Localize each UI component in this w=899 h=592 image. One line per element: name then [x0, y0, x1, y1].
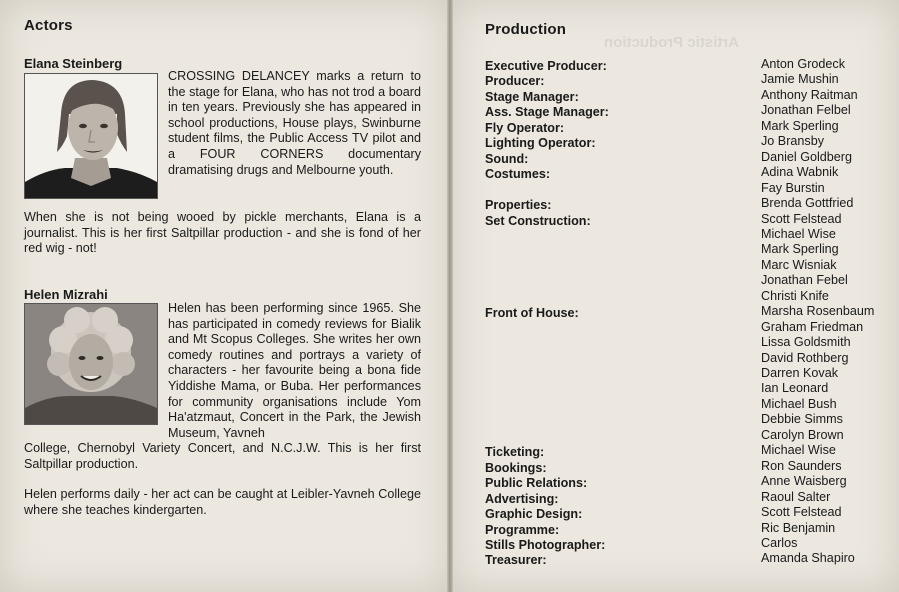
credit-name: Carlos [761, 535, 798, 550]
credit-name: Darren Kovak [761, 366, 838, 380]
credit-role: Front of House: [485, 306, 579, 321]
page-gutter [447, 0, 453, 592]
credit-name: Scott Felstead [761, 211, 842, 226]
production-heading: Production [485, 21, 567, 38]
credit-role: Graphic Design: [485, 507, 583, 522]
credit-name: Marsha Rosenbaum [761, 304, 875, 319]
credit-name: Fay Burstin [761, 180, 825, 195]
credit-name: Amanda Shapiro [761, 551, 855, 566]
helen-bio-extra: Helen performs daily - her act can be caught at Leibler-Yavneh College where she teaches kindergarten. [24, 487, 421, 517]
actor-name-elana: Elana Steinberg [24, 56, 123, 71]
elana-bio-side: CROSSING DELANCEY marks a return to the stage for Elana, who has not trod a board in ten years. Previously she has appeared in school productions, House plays, Swinburne student films, the Public Access TV pilot and a FOUR CORNERS documentary dramatising drugs and Melbourne youth. [168, 69, 421, 177]
credit-name: Jamie Mushin [761, 72, 839, 87]
credit-name: Ric Benjamin [761, 520, 836, 535]
credit-role: Ticketing: [485, 445, 545, 460]
credit-role: Programme: [485, 522, 560, 537]
credit-name: Marc Wisniak [761, 257, 837, 272]
credit-role: Costumes: [485, 167, 551, 182]
credit-name: David Rothberg [761, 350, 849, 365]
credit-name: Ron Saunders [761, 458, 842, 473]
credit-name: Anton Grodeck [761, 57, 846, 71]
credit-name: Jonathan Felbel [761, 103, 851, 118]
actor-name-helen: Helen Mizrahi [24, 287, 108, 302]
credit-name: Michael Wise [761, 443, 836, 458]
credit-name: Ian Leonard [761, 381, 829, 396]
credit-role: Public Relations: [485, 476, 588, 491]
credit-name: Debbie Simms [761, 412, 843, 427]
helen-photo [24, 303, 158, 425]
credit-name: Lissa Goldsmith [761, 335, 851, 350]
actors-heading: Actors [24, 17, 73, 34]
elana-bio-full: When she is not being wooed by pickle merchants, Elana is a journalist. This is her first Saltpillar production - and she is fond of her red wig - not! [24, 210, 421, 256]
credit-name: Anthony Raitman [761, 87, 858, 102]
credit-name: Raoul Salter [761, 489, 831, 504]
credit-name: Jonathan Febel [761, 273, 848, 288]
credit-name: Carolyn Brown [761, 427, 844, 442]
credit-role: Ass. Stage Manager: [485, 105, 609, 120]
credit-role: Properties: [485, 198, 552, 213]
credit-name: Michael Wise [761, 226, 836, 241]
credit-role: Producer: [485, 74, 545, 89]
credit-name: Scott Felstead [761, 505, 842, 520]
credit-name: Anne Waisberg [761, 474, 847, 489]
credit-name: Christi Knife [761, 288, 829, 303]
credit-role: Stage Manager: [485, 89, 579, 104]
credit-name: Mark Sperling [761, 242, 839, 257]
credit-name: Daniel Goldberg [761, 149, 853, 164]
credit-role: Executive Producer: [485, 59, 607, 73]
credit-name: Jo Bransby [761, 134, 824, 149]
credit-role: Lighting Operator: [485, 136, 596, 151]
elana-photo [24, 73, 158, 199]
credit-role: Stills Photographer: [485, 537, 606, 552]
credit-name: Graham Friedman [761, 319, 864, 334]
credit-name: Mark Sperling [761, 118, 839, 133]
credit-role: Sound: [485, 151, 529, 166]
credit-role: Advertising: [485, 491, 559, 506]
credit-role: Set Construction: [485, 213, 591, 228]
credit-role: Treasurer: [485, 553, 547, 568]
helen-bio-full: College, Chernobyl Variety Concert, and N.C.J.W. This is her first Saltpillar production. [24, 441, 421, 471]
credit-role: Fly Operator: [485, 120, 565, 135]
show-through-heading: Artistic Production [604, 34, 740, 51]
credit-role: Bookings: [485, 460, 547, 475]
helen-bio-side: Helen has been performing since 1965. She has participated in comedy reviews for Bialik and Mt Scopus Colleges. She writes her own comedy routines and portrays a variety of characters - her favourite being a bona fide Yiddishe Mama, or Buba. Her performances for community organisations include Yom Ha'atzmaut, Concert in the Park, the Jewish Museum, Yavneh [168, 301, 421, 440]
credit-name: Michael Bush [761, 396, 837, 411]
credit-name: Brenda Gottfried [761, 196, 854, 211]
credit-name: Adina Wabnik [761, 165, 839, 180]
